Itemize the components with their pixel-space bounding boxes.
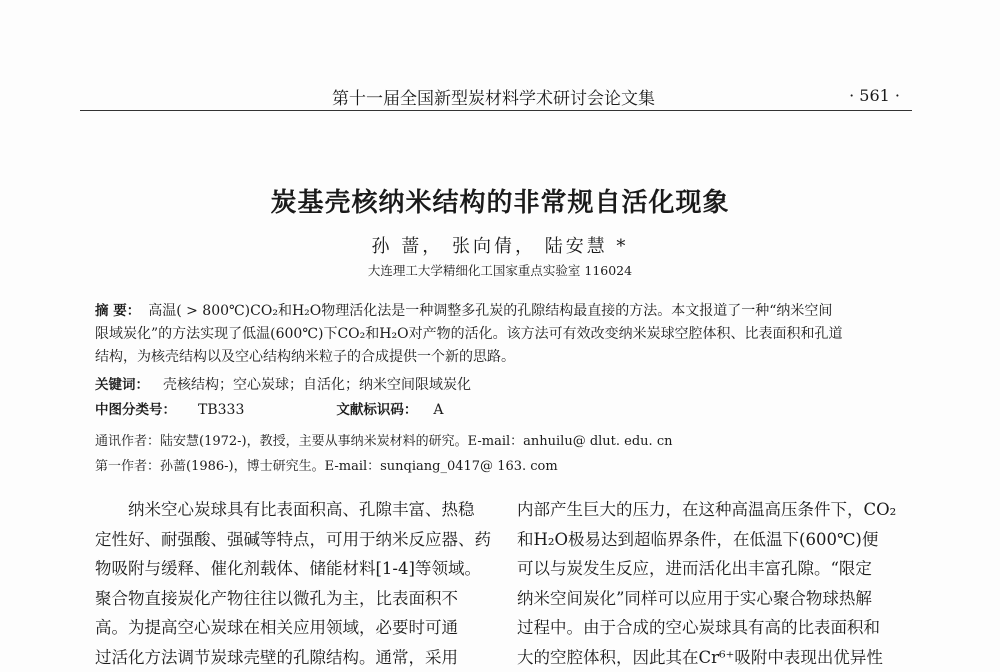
body-line: 聚合物直接炭化产物往往以微孔为主，比表面积不: [95, 584, 495, 614]
keywords: [95, 373, 911, 394]
body-line: 高。为提高空心炭球在相关应用领域，必要时可通: [95, 613, 495, 643]
abstract: [95, 300, 911, 369]
affiliation: 大连理工大学精细化工国家重点实验室 116024: [0, 261, 1000, 279]
journal-title: 第十一届全国新型炭材料学术研讨会论文集: [332, 84, 655, 109]
keywords-text: 壳核结构；空心炭球；自活化；纳米空间限域炭化: [163, 377, 471, 393]
body-line: 过程中。由于合成的空心炭球具有高的比表面积和: [517, 613, 911, 643]
abstract-line-1: 高温( > 800℃)CO₂和H₂O物理活化法是一种调整多孔炭的孔隙结构最直接的方法。本文报道了一种“纳米空间: [148, 303, 832, 319]
paper-title: 炭基壳核纳米结构的非常规自活化现象: [0, 182, 1000, 219]
body-line: 过活化方法调节炭球壳壁的孔隙结构。通常，采用: [95, 643, 495, 672]
body-line: 定性好、耐强酸、强碱等特点，可用于纳米反应器、药: [95, 525, 495, 555]
clc-label: 中图分类号：: [95, 402, 176, 418]
authors: 孙 蔷， 张向倩， 陆安慧 *: [0, 232, 1000, 258]
first-author-note: 第一作者：孙蔷(1986-)，博士研究生。E-mail：sunqiang_0417@ 163. com: [95, 455, 558, 474]
body-line: 内部产生巨大的压力，在这种高温高压条件下，CO₂: [517, 495, 911, 525]
contact-author-note: 通讯作者：陆安慧(1972-)，教授，主要从事纳米炭材料的研究。E-mail：anhuilu@ dlut. edu. cn: [95, 430, 672, 449]
doc-code-label: 文献标识码：: [336, 402, 417, 418]
body-line: 纳米空心炭球具有比表面积高、孔隙丰富、热稳: [95, 495, 495, 525]
body-line: 可以与炭发生反应，进而活化出丰富孔隙。“限定: [517, 554, 911, 584]
abstract-line-2: 限域炭化”的方法实现了低温(600℃)下CO₂和H₂O对产物的活化。该方法可有效改变纳米炭球空腔体积、比表面积和孔道: [95, 323, 911, 346]
page-number: · 561 ·: [849, 86, 900, 105]
body-line: 大的空腔体积，因此其在Cr⁶⁺吸附中表现出优异性: [517, 643, 911, 672]
abstract-line-3: 结构，为核壳结构以及空心结构纳米粒子的合成提供一个新的思路。: [95, 346, 911, 369]
keywords-label: 关键词：: [95, 377, 149, 393]
running-header: [80, 84, 912, 112]
body-line: 物吸附与缓释、催化剂载体、储能材料[1-4]等领域。: [95, 554, 495, 584]
body-line: 和H₂O极易达到超临界条件，在低温下(600℃)便: [517, 525, 911, 555]
clc-value: TB333: [198, 402, 244, 418]
body-line: 纳米空间炭化”同样可以应用于实心聚合物球热解: [517, 584, 911, 614]
body-left-column: [95, 495, 495, 672]
body-right-column: [517, 495, 911, 672]
classification: [95, 398, 911, 418]
doc-code-value: A: [433, 402, 443, 418]
abstract-label: 摘 要：: [95, 303, 140, 319]
header-rule: [80, 110, 912, 111]
